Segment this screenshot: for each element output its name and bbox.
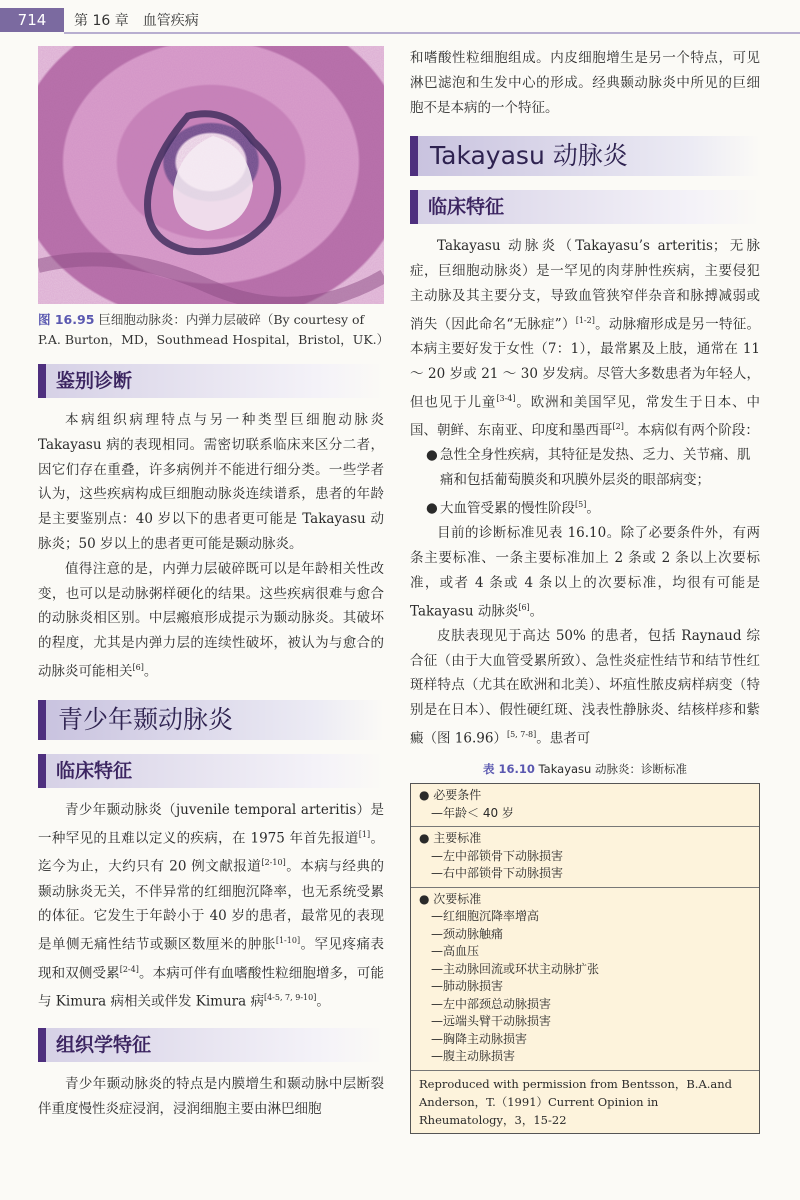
chapter-title: 第 16 章 血管疾病 [74, 13, 199, 29]
figure-caption-text: 巨细胞动脉炎：内弹力层破碎（By courtesy of P.A. Burton，MD，Southmead Hospital，Bristol，UK.） [38, 312, 390, 347]
right-column [410, 46, 760, 1134]
section-heading-differential: 鉴别诊断 [38, 364, 384, 398]
minor-criteria-item: —肺动脉损害 [431, 979, 504, 994]
histology-paragraph: 青少年颞动脉炎的特点是内膜增生和颞动脉中层断裂伴重度慢性炎症浸润，浸润细胞主要由淋巴细胞 [38, 1076, 384, 1117]
minor-criteria-item: —红细胞沉降率增高 [431, 909, 540, 924]
minor-criteria-item: —左中部颈总动脉损害 [431, 996, 552, 1011]
required-criteria-heading: ● 必要条件 [419, 788, 482, 803]
table-source-note: Reproduced with permission from Bentsson，B.A.and Anderson，T.（1991）Current Opinion in Rheumatology，3，15-22 [411, 1071, 759, 1133]
minor-criteria-item: —胸降主动脉损害 [431, 1031, 528, 1046]
table-id: 表 16.10 [482, 762, 535, 777]
histology-continuation: 和嗜酸性粒细胞组成。内皮细胞增生是另一个特点，可见淋巴滤泡和生发中心的形成。经典颞动脉炎中所见的巨细胞不是本病的一个特征。 [410, 50, 760, 116]
figure-caption [38, 310, 390, 350]
takayasu-paragraph-1: Takayasu 动脉炎（Takayasu’s arteritis；无脉症，巨细胞动脉炎）是一罕见的肉芽肿性疾病，主要侵犯主动脉及其主要分支，导致血管狭窄伴杂音和脉搏减弱或消失（因此命名“无脉症”）[1-2]。动脉瘤形成是另一特征。本病主要好发于女性（7：1），最常累及上肢，通常在 11 ～ 20 岁或 21 ～ 30 岁发病。尽管大多数患者为年轻人，但也见于儿童[3-4]。欧洲和美国罕见，常发生于日本、中国、朝鲜、东南亚、印度和墨西哥[2]。本病似有两个阶段： [410, 238, 761, 439]
stage-item-2: ● 大血管受累的慢性阶段[5]。 [426, 499, 600, 517]
juvenile-clinical-paragraph: 青少年颞动脉炎（juvenile temporal arteritis）是一种罕见的且难以定义的疾病，在 1975 年首先报道[1]。迄今为止，大约只有 20 例文献报道[2-10]。本病与经典的颞动脉炎无关，不伴异常的红细胞沉降率，也无系统受累的体征。它发生于年龄小于 40 岁的患者，最常见的表现是单侧无痛性结节或颞区数厘米的肿胀[1-10]。罕见疼痛表现和双侧受累[2-4]。本病可伴有血嗜酸性粒细胞增多，可能与 Kimura 病相关或伴发 Kimura 病[4-5, 7, 9-10]。 [38, 802, 385, 1010]
minor-criteria-item: —主动脉回流或环状主动脉扩张 [431, 961, 600, 976]
major-criteria-item: —左中部锁骨下动脉损害 [431, 848, 564, 863]
minor-criteria-item: —颈动脉触痛 [431, 926, 504, 941]
takayasu-paragraph-2: 目前的诊断标准见表 16.10。除了必要条件外，有两条主要标准、一条主要标准加上 2 条或 2 条以上次要标准，或者 4 条或 4 条以上的次要标准，均很有可能是 Takayasu 动脉炎[6]。 [410, 525, 760, 620]
running-header [0, 0, 800, 40]
left-column [38, 46, 390, 1122]
header-divider [64, 32, 800, 34]
figure-id: 图 16.95 [38, 312, 95, 327]
required-criteria-item: —年龄＜ 40 岁 [431, 805, 514, 820]
minor-criteria-item: —腹主动脉损害 [431, 1049, 516, 1064]
histology-micrograph [38, 46, 384, 304]
major-criteria-heading: ● 主要标准 [419, 831, 482, 846]
table-title-text: Takayasu 动脉炎：诊断标准 [538, 762, 687, 777]
minor-criteria [411, 888, 759, 1071]
differential-paragraph-1: 本病组织病理特点与另一种类型巨细胞动脉炎 Takayasu 病的表现相同。需密切联系临床来区分二者，因它们存在重叠，许多病例并不能进行细分类。一些学者认为，这些疾病构成巨细胞动脉炎连续谱系，患者的年龄是主要鉴别点：40 岁以下的患者更可能是 Takayasu 动脉炎；50 岁以上的患者更可能是颞动脉炎。 [38, 412, 384, 552]
stage-list [410, 443, 760, 521]
micrograph-texture [38, 46, 384, 304]
section-title-juvenile-temporal-arteritis: 青少年颞动脉炎 [38, 700, 384, 740]
section-heading-takayasu-clinical: 临床特征 [410, 190, 760, 224]
differential-paragraph-2: 值得注意的是，内弹力层破碎既可以是年龄相关性改变，也可以是动脉粥样硬化的结果。这些疾病很难与愈合的动脉炎相区别。中层瘢痕形成提示为颞动脉炎。其破坏的程度，尤其是内弹力层的连续性破坏，被认为与愈合的动脉炎可能相关[6]。 [38, 560, 384, 680]
minor-criteria-item: —高血压 [431, 944, 480, 959]
diagnostic-criteria-table [410, 783, 760, 1134]
page-number: 714 [0, 8, 64, 32]
section-heading-juvenile-clinical: 临床特征 [38, 754, 384, 788]
section-title-takayasu: Takayasu 动脉炎 [410, 136, 760, 176]
required-criteria [411, 784, 759, 827]
stage-item-1: ● 急性全身性疾病，其特征是发热、乏力、关节痛、肌痛和包括葡萄膜炎和巩膜外层炎的眼部病变； [426, 447, 751, 489]
section-heading-histology: 组织学特征 [38, 1028, 384, 1062]
table-title [410, 761, 760, 777]
major-criteria-item: —右中部锁骨下动脉损害 [431, 866, 564, 881]
minor-criteria-heading: ● 次要标准 [419, 891, 482, 906]
minor-criteria-item: —远端头臂干动脉损害 [431, 1014, 552, 1029]
takayasu-paragraph-3: 皮肤表现见于高达 50% 的患者，包括 Raynaud 综合征（由于大血管受累所致）、急性炎症性结节和结节性红斑样特点（尤其在欧洲和北美）、坏疽性脓皮病样病变（特别是在日本）、假性硬红斑、浅表性静脉炎、结核样疹和紫癜（图 16.96）[5, 7-8]。患者可 [410, 627, 760, 747]
major-criteria [411, 827, 759, 888]
